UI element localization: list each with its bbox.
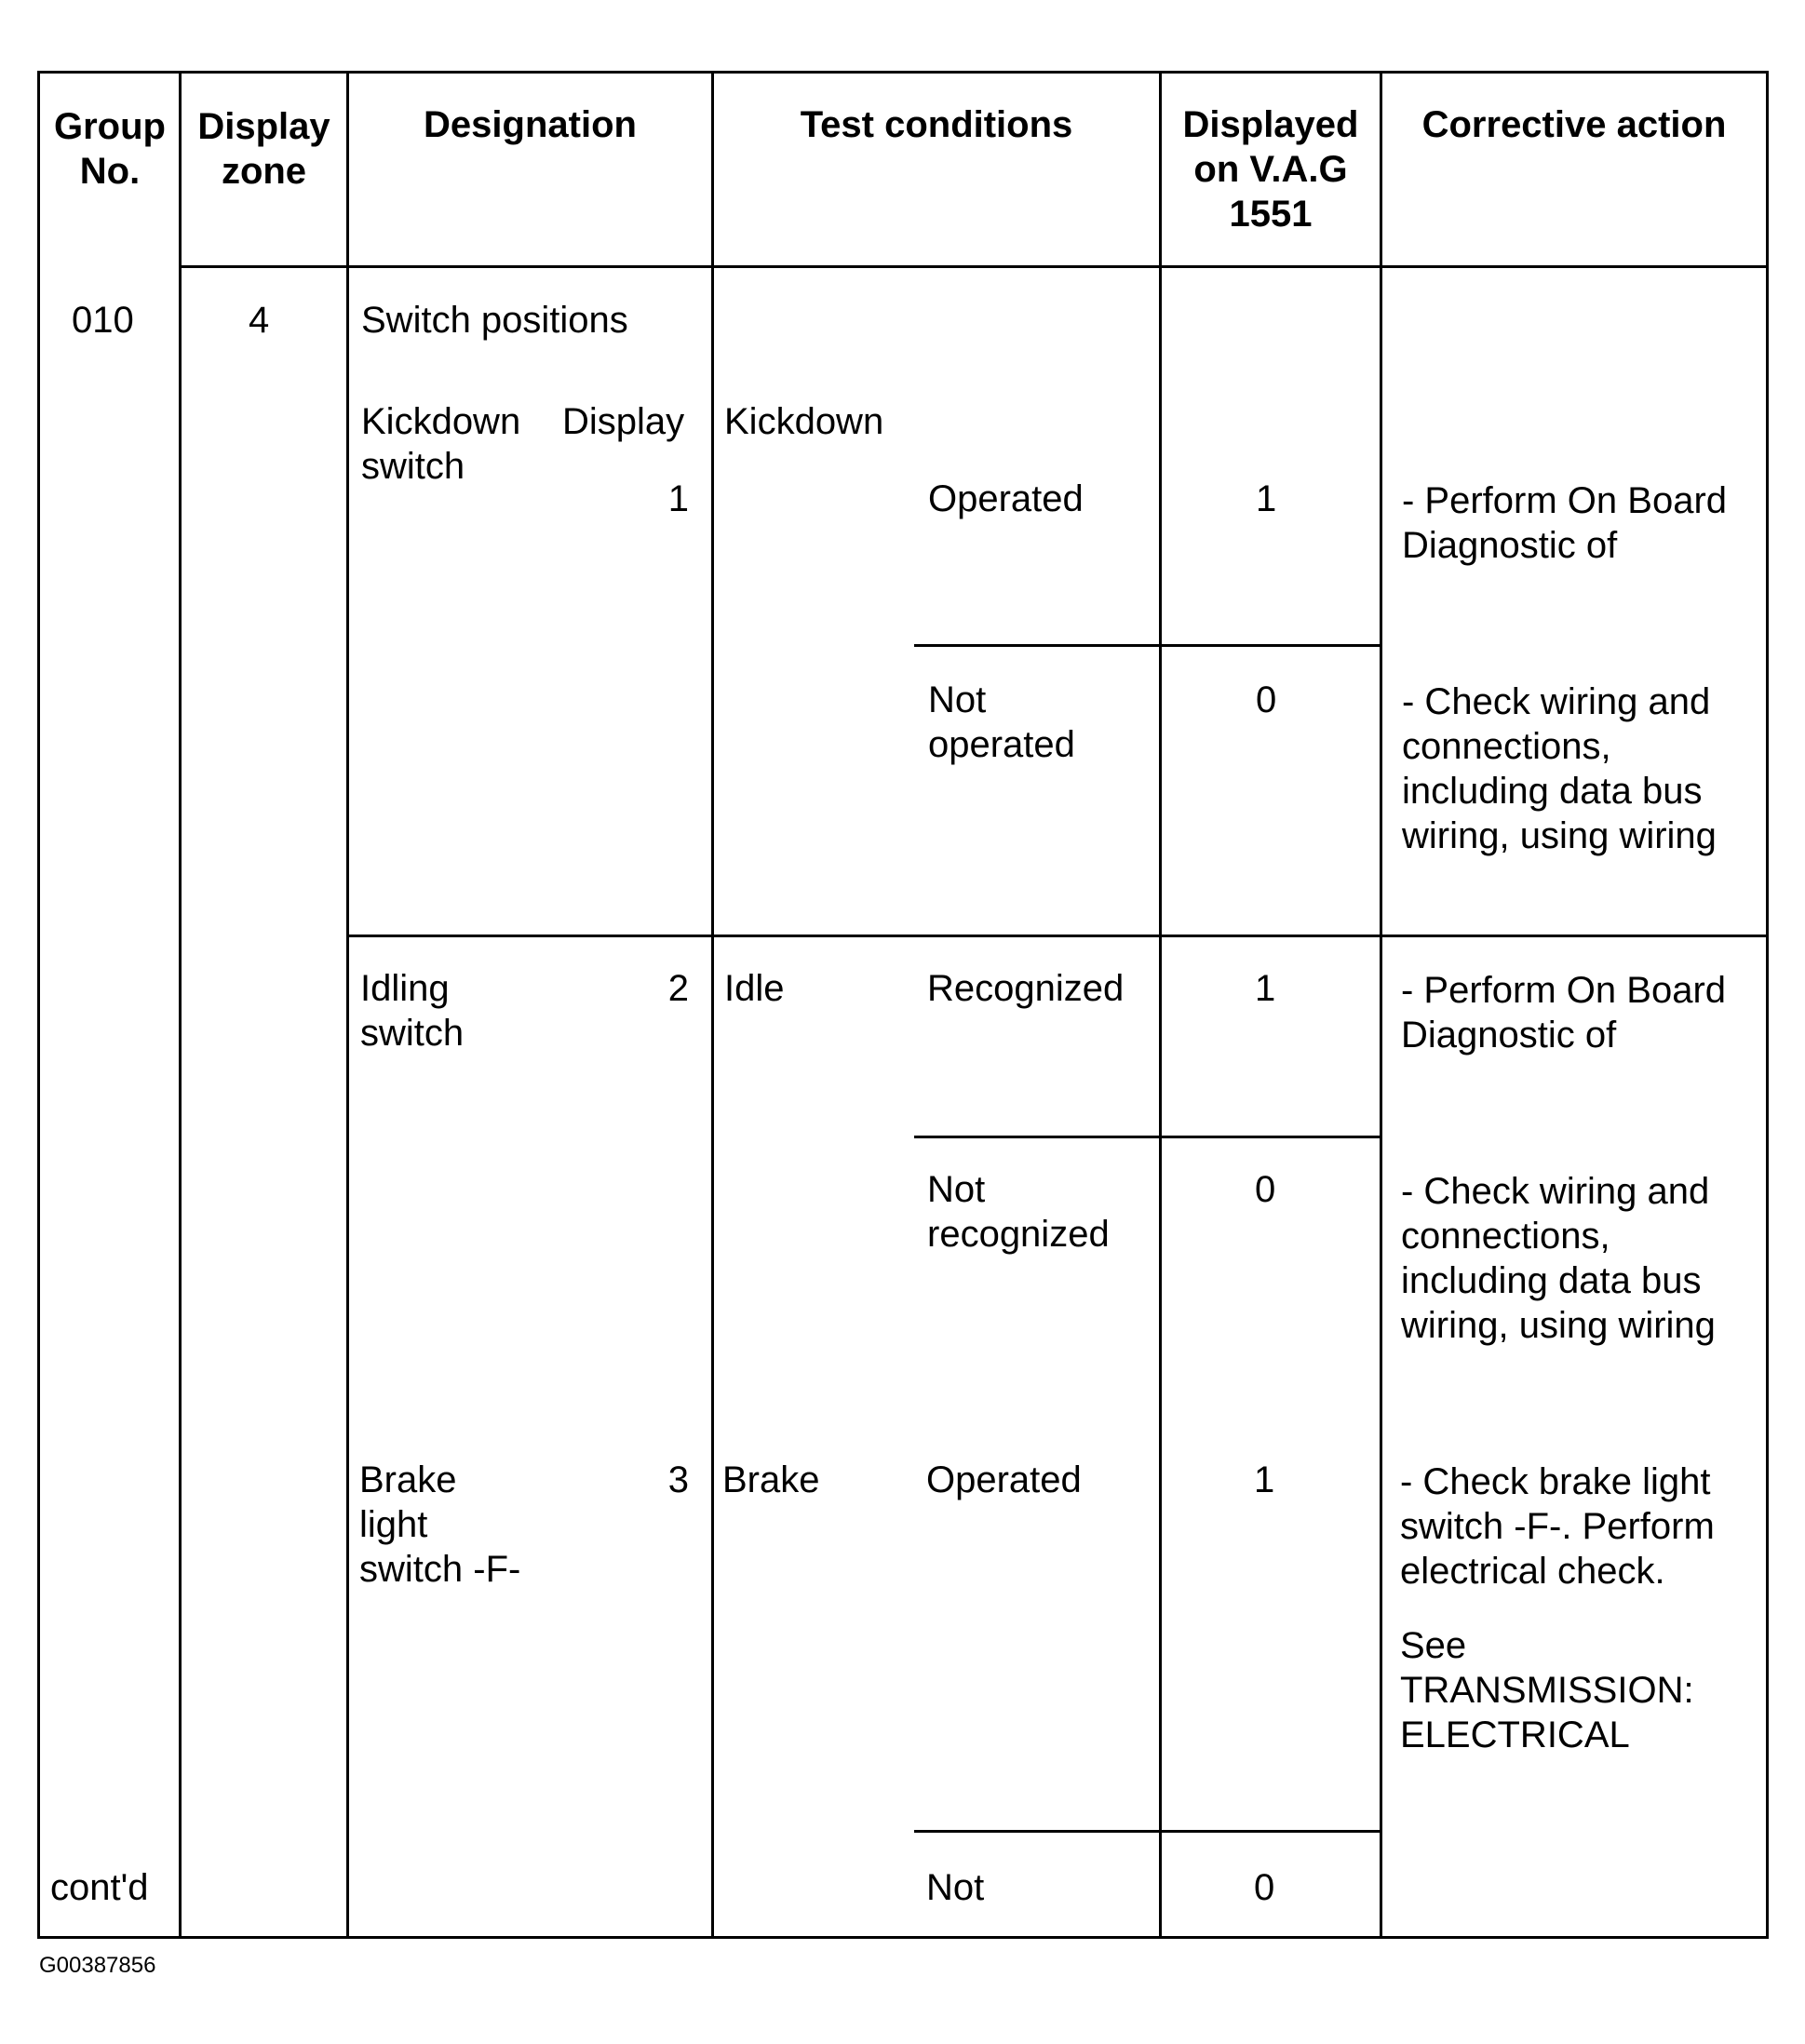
header-display-zone: Display zone — [197, 106, 330, 192]
col-divider-5 — [1380, 71, 1382, 1939]
section-divider — [346, 935, 1769, 937]
table-right-border — [1766, 71, 1769, 1939]
brake-operated-action: - Check brake light switch -F-. Perform electrical check. — [1400, 1461, 1715, 1592]
table-top-border — [37, 71, 1769, 74]
idling-position: 2 — [667, 968, 689, 1009]
header-group-no: Group No. — [54, 106, 166, 192]
kickdown-row-divider — [914, 644, 1380, 647]
display-label: Display — [562, 401, 685, 442]
display-zone-value: 4 — [249, 300, 270, 341]
kickdown-not-operated-condition: Not operated — [928, 679, 1075, 765]
switch-positions-label: Switch positions — [361, 300, 628, 341]
kickdown-test-label: Kickdown — [724, 401, 884, 442]
brake-test-label: Brake — [722, 1459, 820, 1500]
idle-not-recognized-action: - Check wiring and connections, including data bus wiring, using wiring — [1401, 1171, 1716, 1346]
brake-operated-condition: Operated — [926, 1459, 1082, 1500]
header-bottom-border — [179, 265, 1769, 268]
idling-row-divider — [914, 1136, 1380, 1138]
kickdown-operated-action: - Perform On Board Diagnostic of — [1402, 480, 1728, 566]
table-bottom-border — [37, 1936, 1769, 1939]
header-displayed-on: Displayed on V.A.G 1551 — [1182, 104, 1359, 235]
group-number: 010 — [72, 300, 134, 341]
kickdown-operated-condition: Operated — [928, 478, 1084, 519]
header-test-conditions: Test conditions — [800, 104, 1073, 145]
idle-not-recognized-condition: Not recognized — [927, 1169, 1110, 1255]
brake-row-divider — [914, 1830, 1380, 1833]
idle-not-recognized-display: 0 — [1255, 1169, 1276, 1210]
col-divider-2 — [346, 71, 349, 1939]
table-left-border — [37, 71, 40, 1939]
figure-id: G00387856 — [39, 1953, 156, 1978]
idle-recognized-condition: Recognized — [927, 968, 1125, 1009]
kickdown-not-operated-action: - Check wiring and connections, including data bus wiring, using wiring — [1402, 681, 1717, 856]
col-divider-4 — [1159, 71, 1162, 1939]
brake-see-reference: See TRANSMISSION: ELECTRICAL — [1400, 1625, 1694, 1755]
brake-not-display: 0 — [1254, 1867, 1275, 1908]
header-corrective-action: Corrective action — [1421, 104, 1727, 145]
brake-position: 3 — [667, 1459, 689, 1500]
brake-operated-display: 1 — [1254, 1459, 1275, 1500]
brake-light-switch-designation: Brake light switch -F- — [359, 1459, 521, 1590]
brake-not-condition: Not — [926, 1867, 985, 1908]
kickdown-operated-display: 1 — [1256, 478, 1277, 519]
kickdown-not-operated-display: 0 — [1256, 679, 1277, 720]
idle-recognized-action: - Perform On Board Diagnostic of — [1401, 970, 1727, 1056]
col-divider-3 — [711, 71, 714, 1939]
idling-switch-designation: Idling switch — [360, 968, 465, 1054]
idle-test-label: Idle — [724, 968, 785, 1009]
header-designation: Designation — [424, 104, 637, 145]
group-continued: cont'd — [50, 1867, 149, 1908]
idle-recognized-display: 1 — [1255, 968, 1276, 1009]
kickdown-switch-designation: Kickdown switch — [361, 401, 521, 487]
col-divider-1 — [179, 71, 182, 1939]
kickdown-position: 1 — [667, 478, 689, 519]
